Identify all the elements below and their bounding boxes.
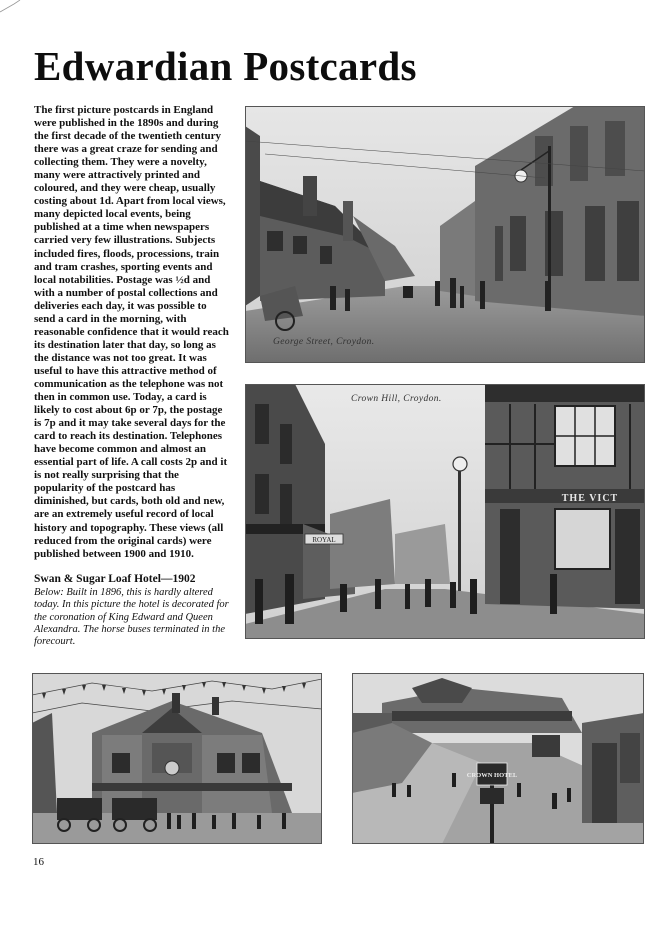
royal-sign: ROYAL (312, 536, 336, 544)
swan-sugar-loaf-photo (32, 673, 322, 844)
corner-mark (0, 0, 22, 14)
caption-body: Below: Built in 1896, this is hardly altered today. In this picture the hotel is decorated for the coronation of King Edward and Queen Alexandra. The horse buses terminated in the forecourt. (34, 587, 229, 648)
victoria-sign: THE VICT (561, 493, 619, 504)
page-title: Edwardian Postcards (34, 43, 417, 89)
george-street-photo (245, 106, 645, 363)
george-street-label: George Street, Croydon. (273, 337, 375, 347)
crown-hotel-square-photo (352, 673, 644, 844)
caption-title: Swan & Sugar Loaf Hotel—1902 (34, 573, 196, 585)
page-number: 16 (33, 856, 44, 868)
crown-hill-photo (245, 384, 645, 639)
crown-hill-label: Crown Hill, Croydon. (351, 394, 442, 404)
crown-hotel-sign: CROWN HOTEL (466, 772, 518, 779)
swan-sugar-loaf-photo-image (32, 673, 322, 844)
body-text: The first picture postcards in England were published in the 1890s and during the first decade of the twentieth century there was a great craze for sending and collecting them. They were a novelty, many were attractively printed and coloured, and they were cheap, usually costing about 1d. Apart from local views, many depicted local events, being published at a time when newspapers carried very few illustrations. Subjects included fires, floods, processions, train and tram crashes, sporting events and local notabilities. Postage was ½d and with a number of postal collections and deliveries each day, it was possible to send a card in the morning, with reasonable confidence that it would reach its destination later that day, so long as the distance was not too great. It was useful to have this attractive method of communication as the telephone was not then in common use. Today, a card is likely to cost about 6p or 7p, the postage is 7p and it may take several days for the card to reach its destination. Telephones have become common and almost an essential part of life. A call costs 2p and it is not really surprising that the popularity of the postcard has diminished, but cards, both old and new, are an extremely useful record of local history and topography. These views (all reduced from the original cards) were published between 1900 and 1910. (34, 104, 229, 560)
george-street-photo-image (245, 106, 645, 363)
crown-hotel-square-photo-image (352, 673, 644, 844)
photo-caption (34, 573, 230, 648)
crown-hill-photo-image (245, 384, 645, 639)
